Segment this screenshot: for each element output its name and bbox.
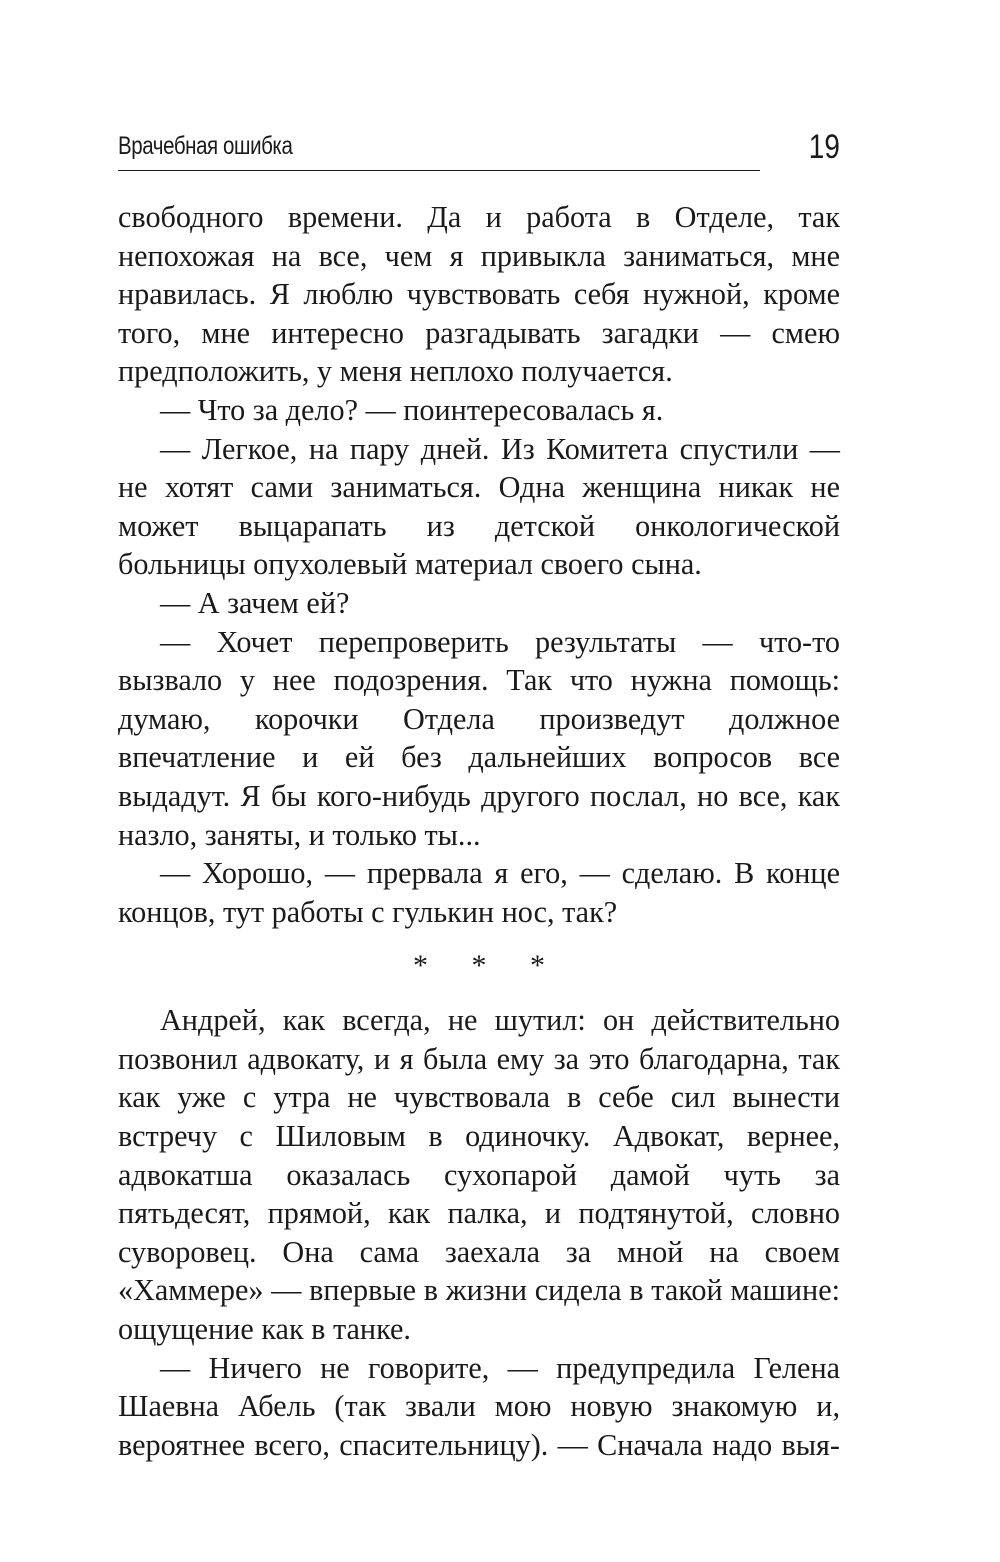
header-rule (118, 170, 760, 171)
page-text (118, 198, 840, 1464)
running-head (118, 128, 840, 176)
paragraph: Андрей, как всегда, не шутил: он действительно позвонил адвокату, и я была ему за это благодарна, так как уже с утра не чувствовала в себе сил вынести встречу с Шиловым в одиночку. Адвокат, вернее, адвокатша оказалась сухопарой дамой чуть за пятьдесят, прямой, как палка, и подтянутой, словно суворовец. Она сама заехала за мной на своем «Хаммере» — впервые в жизни сидела в такой машине: ощущение как в танке. (118, 1003, 840, 1347)
page-number: 19 (808, 128, 840, 166)
paragraph: — Легкое, на пару дней. Из Комитета спустили — не хотят сами заниматься. Одна женщина никак не может выцарапать из детской онкологической больницы опухолевый материал своего сына. (118, 431, 840, 582)
paragraph: свободного времени. Да и работа в Отделе, так непохожая на все, чем я привыкла заниматься, мне нравилась. Я люблю чувствовать себя нужной, кроме того, мне интересно разгадывать загадки — смею предположить, у меня неплохо получается. (118, 200, 840, 389)
paragraph: — Ничего не говорите, — предупредила Гелена Шаевна Абель (так звали мою новую знакомую и, вероятнее всего, спасительницу). — Сначала надо выя- (118, 1350, 840, 1462)
section-break: * * * (413, 949, 563, 983)
paragraph: — Хочет перепроверить результаты — что-то вызвало у нее подозрения. Так что нужна помощь: думаю, корочки Отдела произведут должное впечатление и ей без дальнейших вопросов все выдадут. Я бы кого-нибудь другого послал, но все, как назло, заняты, и только ты... (118, 624, 840, 852)
paragraph: — А зачем ей? (160, 585, 350, 620)
paragraph: — Хорошо, — прервала я его, — сделаю. В конце концов, тут работы с гулькин нос, так? (118, 856, 840, 929)
book-title: Врачебная ошибка (118, 132, 293, 160)
paragraph: — Что за дело? — поинтересовалась я. (160, 392, 664, 427)
